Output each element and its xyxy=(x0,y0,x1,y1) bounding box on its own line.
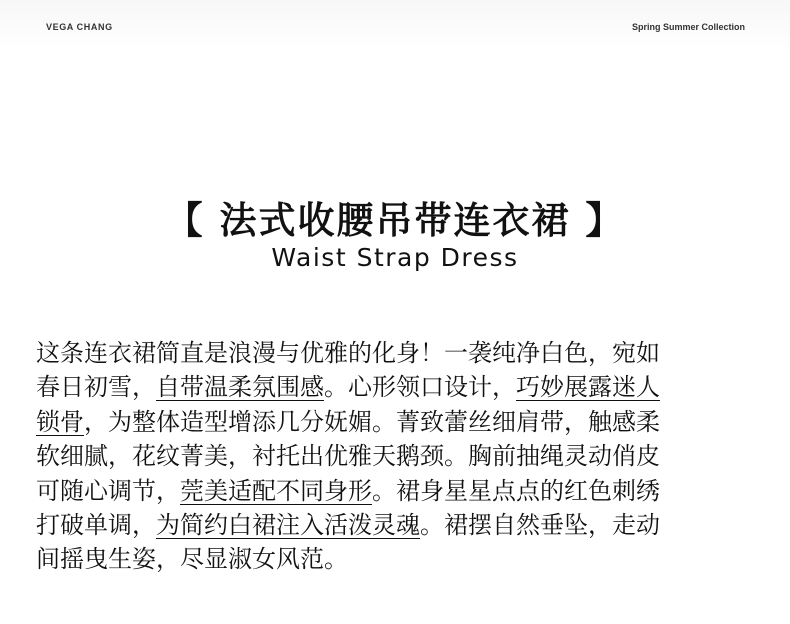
highlighted-text: 自带温柔氛围感 xyxy=(156,373,324,402)
description-text: 打破单调， xyxy=(36,511,156,540)
description-line xyxy=(36,405,761,439)
description-text: 春日初雪， xyxy=(36,373,156,402)
description-text: 可随心调节， xyxy=(36,476,180,505)
collection-label: Spring Summer Collection xyxy=(631,22,745,32)
description-text: 。心形领口设计， xyxy=(324,373,516,402)
description-text: 。裙身星星点点的红色刺绣 xyxy=(372,476,660,505)
product-description xyxy=(36,336,761,577)
header-bar xyxy=(0,0,790,48)
description-text: ，为整体造型增添几分妩媚。菁致蕾丝细肩带，触感柔 xyxy=(84,407,660,436)
description-line xyxy=(36,508,761,542)
highlighted-text: 为简约白裙注入活泼灵魂 xyxy=(156,511,420,540)
highlighted-text: 锁骨 xyxy=(36,407,84,436)
description-text: 。裙摆自然垂坠，走动 xyxy=(420,511,660,540)
highlighted-text: 莞美适配不同身形 xyxy=(180,476,372,505)
description-text: 间摇曳生姿，尽显淑女风范。 xyxy=(36,545,348,574)
product-subtitle: Waist Strap Dress xyxy=(271,243,519,272)
description-line xyxy=(36,474,761,508)
description-text: 这条连衣裙简直是浪漫与优雅的化身！一袭纯净白色，宛如 xyxy=(36,339,660,367)
highlighted-text: 巧妙展露迷人 xyxy=(516,373,660,402)
description-text: 软细腻，花纹菁美，衬托出优雅天鹅颈。胸前抽绳灵动俏皮 xyxy=(36,442,660,471)
description-line xyxy=(36,439,761,473)
description-line xyxy=(36,542,761,576)
description-line xyxy=(36,370,761,404)
brand-name: VEGA CHANG xyxy=(46,22,113,32)
description-line xyxy=(36,336,761,370)
product-title: 【 法式收腰吊带连衣裙 】 xyxy=(165,199,625,242)
